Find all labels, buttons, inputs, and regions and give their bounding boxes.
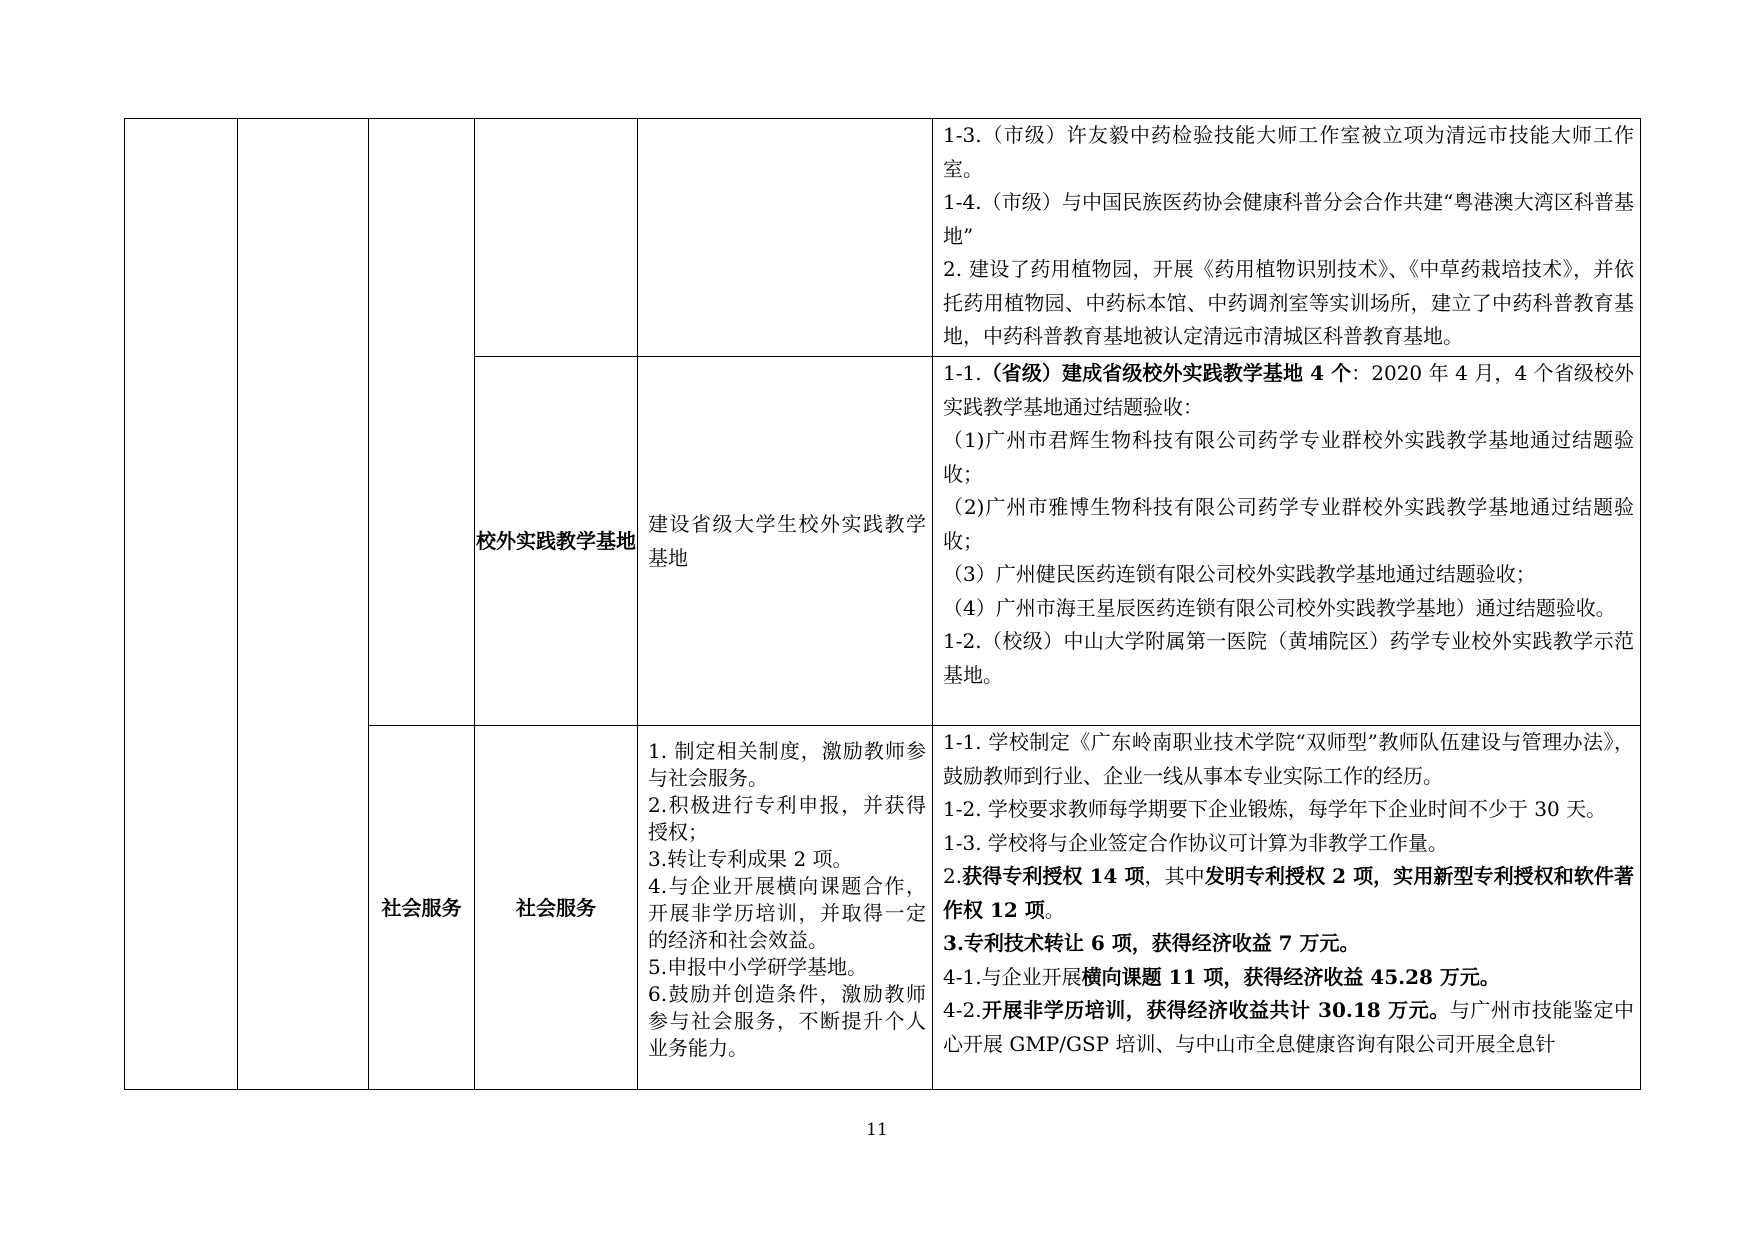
achievement-cell <box>933 357 1641 726</box>
category-cell: 社会服务 <box>369 726 475 1090</box>
item-cell: 社会服务 <box>475 726 638 1090</box>
achievement-paragraph: 1-1. 学校制定《广东岭南职业技术学院“双师型”教师队伍建设与管理办法》，鼓励教师到行业、企业一线从事本专业实际工作的经历。 <box>943 730 1634 788</box>
requirement-list-cell <box>638 726 933 1090</box>
achievement-paragraph: 1-3.（市级）许友毅中药检验技能大师工作室被立项为清远市技能大师工作室。 <box>943 123 1634 181</box>
achievement-cell <box>933 119 1641 357</box>
page-number: 11 <box>866 1120 888 1140</box>
requirement-item: 3.转让专利成果 2 项。 <box>648 847 853 871</box>
requirement-item: 4.与企业开展横向课题合作，开展非学历培训，并取得一定的经济和社会效益。 <box>648 874 926 952</box>
achievement-paragraph: 1-2.（校级）中山大学附属第一医院（黄埔院区）药学专业校外实践教学示范基地。 <box>943 629 1634 687</box>
achievement-paragraph: 1-3. 学校将与企业签定合作协议可计算为非教学工作量。 <box>943 830 1448 855</box>
achievement-paragraph: 4-2.开展非学历培训，获得经济收益共计 30.18 万元。与广州市技能鉴定中心开展 GMP/GSP 培训、与中山市全息健康咨询有限公司开展全息针 <box>943 998 1634 1056</box>
requirement-item: 1. 制定相关制度，激励教师参与社会服务。 <box>648 739 926 790</box>
table-row <box>125 119 1641 357</box>
achievement-cell <box>933 726 1641 1090</box>
blank-cell <box>238 119 369 1090</box>
achievement-paragraph: （2)广州市雅博生物科技有限公司药学专业群校外实践教学基地通过结题验收； <box>943 495 1634 553</box>
evaluation-table <box>124 118 1641 1090</box>
blank-cell <box>369 119 475 726</box>
requirement-item: 5.申报中小学研学基地。 <box>648 955 868 979</box>
achievement-paragraph: 4-1.与企业开展横向课题 11 项，获得经济收益 45.28 万元。 <box>943 964 1500 989</box>
achievement-paragraph: （3）广州健民医药连锁有限公司校外实践教学基地通过结题验收； <box>943 562 1536 586</box>
achievement-paragraph: （1)广州市君辉生物科技有限公司药学专业群校外实践教学基地通过结题验收； <box>943 428 1634 486</box>
requirement-item: 2.积极进行专利申报，并获得授权； <box>648 793 926 844</box>
achievement-paragraph: 2. 建设了药用植物园，开展《药用植物识别技术》、《中草药栽培技术》，并依托药用植物园、中药标本馆、中药调剂室等实训场所，建立了中药科普教育基地，中药科普教育基地被认定清远市清城区科普教育基地。 <box>943 257 1634 348</box>
achievement-paragraph: 3.专利技术转让 6 项，获得经济收益 7 万元。 <box>943 931 1360 955</box>
blank-cell <box>475 119 638 357</box>
achievement-paragraph: 1-1.（省级）建成省级校外实践教学基地 4 个：2020 年 4 月，4 个省级校外实践教学基地通过结题验收： <box>943 361 1634 419</box>
achievement-paragraph: （4）广州市海王星辰医药连锁有限公司校外实践教学基地）通过结题验收。 <box>943 595 1616 620</box>
requirement-cell: 建设省级大学生校外实践教学基地 <box>638 357 933 726</box>
achievement-paragraph: 2.获得专利授权 14 项，其中发明专利授权 2 项，实用新型专利授权和软件著作权 12 项。 <box>943 864 1634 922</box>
blank-cell <box>125 119 238 1090</box>
achievement-paragraph: 1-4.（市级）与中国民族医药协会健康科普分会合作共建“粤港澳大湾区科普基地” <box>943 190 1634 248</box>
requirement-item: 6.鼓励并创造条件，激励教师参与社会服务，不断提升个人业务能力。 <box>648 982 926 1060</box>
achievement-paragraph: 1-2. 学校要求教师每学期要下企业锻炼，每学年下企业时间不少于 30 天。 <box>943 797 1607 821</box>
blank-cell <box>638 119 933 357</box>
item-cell: 校外实践教学基地 <box>475 357 638 726</box>
